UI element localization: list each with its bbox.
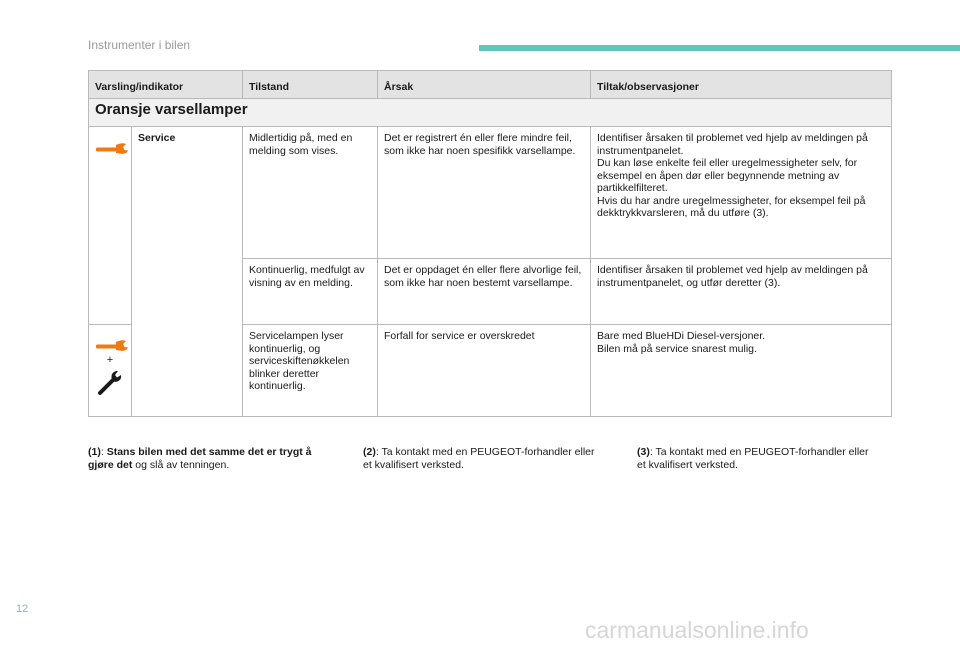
footnote-3 (637, 446, 877, 472)
indicator-icon-cell (89, 127, 132, 325)
indicator-icon-cell (89, 325, 132, 417)
action-cell: Identifiser årsaken til problemet ved hjelp av meldingen på instrumentpanelet, og utfør deretter (3). (591, 259, 892, 325)
wrench-icon (95, 338, 129, 352)
condition-cell: Midlertidig på, med en melding som vises. (243, 127, 378, 259)
action-cell: Bare med BlueHDi Diesel-versjoner. Bilen må på service snarest mulig. (591, 325, 892, 417)
footnote-number: (1) (88, 446, 101, 458)
footnote-separator: : (100, 446, 107, 458)
page-number: 12 (16, 603, 29, 615)
plus-sign: + (106, 354, 114, 366)
table-header-row (89, 71, 892, 99)
footnote-number: (3) (637, 446, 650, 458)
header-accent-bar (479, 45, 960, 51)
footnote-separator: : (649, 446, 656, 458)
column-header-condition: Tilstand (243, 71, 378, 99)
action-cell: Identifiser årsaken til problemet ved hjelp av meldingen på instrumentpanelet. Du kan løse enkelte feil eller uregelmessigheter selv, for eksempel en åpen dør eller begynnende metning av partikkelfilteret. Hvis du har andre uregelmessigheter, for eksempel feil på dekktrykkvarsleren, må du utføre (3). (591, 127, 892, 259)
section-heading-row (89, 99, 892, 127)
cause-cell: Det er oppdaget én eller flere alvorlige feil, som ikke har noen bestemt varsellampe. (378, 259, 591, 325)
service-label: Service (132, 127, 243, 417)
service-key-icon (95, 369, 125, 397)
condition-cell: Servicelampen lyser kontinuerlig, og serviceskiftenøkkelen blinker deretter kontinuerlig. (243, 325, 378, 417)
column-header-cause: Årsak (378, 71, 591, 99)
footnote-2 (363, 446, 603, 472)
footnote-number: (2) (363, 446, 376, 458)
table-row (89, 127, 892, 259)
footnote-text: og slå av tenningen. (132, 459, 230, 471)
watermark: carmanualsonline.info (585, 617, 809, 643)
footnote-emphasis: Stans bilen med det samme det er trygt å gjøre det (88, 446, 312, 471)
footnote-text: Ta kontakt med en PEUGEOT-forhandler eller et kvalifisert verksted. (363, 446, 595, 471)
footnote-text: Ta kontakt med en PEUGEOT-forhandler eller et kvalifisert verksted. (637, 446, 869, 471)
wrench-icon (95, 141, 129, 155)
section-heading: Oransje varsellamper (89, 99, 892, 127)
condition-cell: Kontinuerlig, medfulgt av visning av en melding. (243, 259, 378, 325)
column-header-indicator: Varsling/indikator (89, 71, 243, 99)
cause-cell: Forfall for service er overskredet (378, 325, 591, 417)
footnote-separator: : (375, 446, 382, 458)
footnote-1 (88, 446, 328, 472)
column-header-action: Tiltak/observasjoner (591, 71, 892, 99)
warning-lamp-table (88, 70, 892, 417)
section-title: Instrumenter i bilen (88, 38, 191, 52)
cause-cell: Det er registrert én eller flere mindre feil, som ikke har noen spesifikk varsellampe. (378, 127, 591, 259)
